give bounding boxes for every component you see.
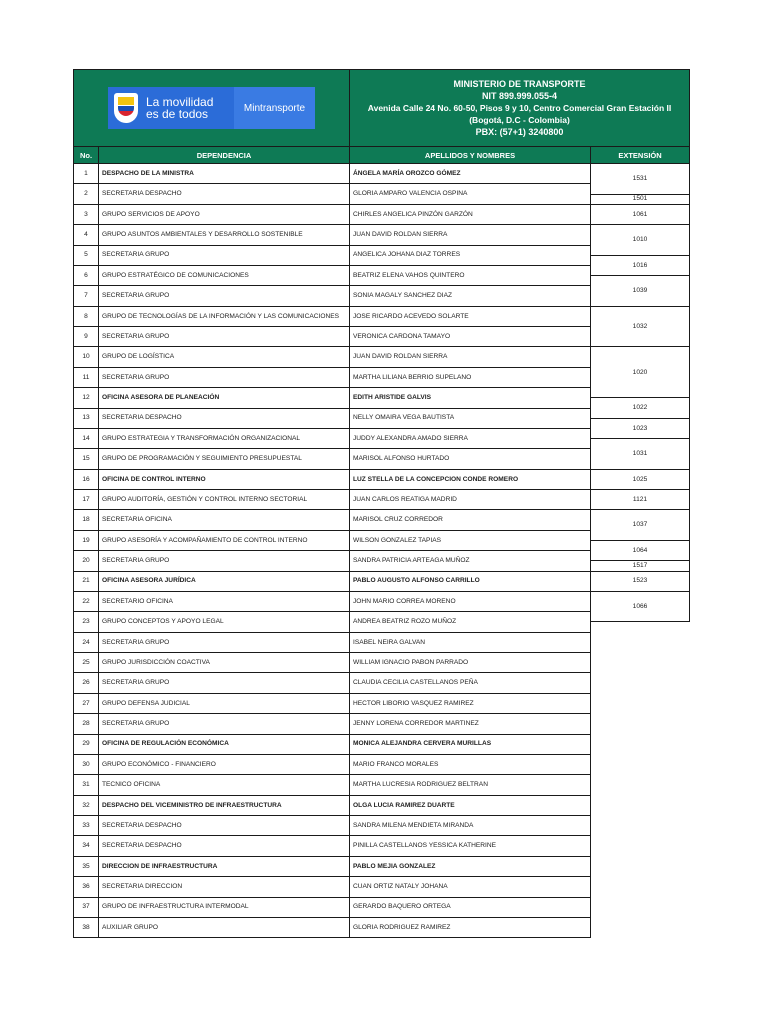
row-nombre: LUZ STELLA DE LA CONCEPCION CONDE ROMERO xyxy=(350,469,591,489)
row-number: 30 xyxy=(74,754,99,774)
row-number: 24 xyxy=(74,632,99,652)
row-number: 17 xyxy=(74,490,99,510)
table-row xyxy=(74,917,690,927)
row-extension: 1020 xyxy=(591,347,690,398)
ministry-info xyxy=(350,70,690,147)
row-extension: 1039 xyxy=(591,276,690,307)
table-row xyxy=(74,754,690,764)
row-nombre: BEATRIZ ELENA VAHOS QUINTERO xyxy=(350,265,591,285)
table-row xyxy=(74,653,690,663)
col-no-header: No. xyxy=(74,147,99,164)
row-extension: 1037 xyxy=(591,510,690,541)
row-nombre: SANDRA PATRICIA ARTEAGA MUÑOZ xyxy=(350,551,591,571)
row-nombre: JUDDY ALEXANDRA AMADO SIERRA xyxy=(350,428,591,448)
table-row xyxy=(74,591,690,601)
row-extension: 1523 xyxy=(591,571,690,591)
row-number: 38 xyxy=(74,917,99,937)
row-number: 16 xyxy=(74,469,99,489)
row-number: 13 xyxy=(74,408,99,428)
row-number: 2 xyxy=(74,184,99,204)
row-dependencia: GRUPO DE INFRAESTRUCTURA INTERMODAL xyxy=(99,897,350,917)
row-dependencia: GRUPO DE LOGÍSTICA xyxy=(99,347,350,367)
col-dependencia-header: DEPENDENCIA xyxy=(99,147,350,164)
row-nombre: HECTOR LIBORIO VASQUEZ RAMIREZ xyxy=(350,693,591,713)
row-number: 34 xyxy=(74,836,99,856)
row-dependencia: SECRETARIA GRUPO xyxy=(99,551,350,571)
row-nombre: GLORIA RODRIGUEZ RAMIREZ xyxy=(350,917,591,937)
row-dependencia: GRUPO ECONÓMICO - FINANCIERO xyxy=(99,754,350,774)
row-dependencia: SECRETARIA GRUPO xyxy=(99,367,350,387)
row-nombre: SONIA MAGALY SANCHEZ DIAZ xyxy=(350,286,591,306)
row-extension: 1501 xyxy=(591,194,690,204)
row-extension: 1531 xyxy=(591,164,690,195)
row-nombre: PABLO MEJIA GONZALEZ xyxy=(350,856,591,876)
row-number: 12 xyxy=(74,388,99,408)
table-row xyxy=(74,775,690,785)
table-row xyxy=(74,469,690,479)
row-extension: 1064 xyxy=(591,540,690,560)
row-nombre: EDITH ARISTIDE GALVIS xyxy=(350,388,591,408)
row-number: 15 xyxy=(74,449,99,469)
table-row xyxy=(74,632,690,642)
row-dependencia: GRUPO ESTRATEGIA Y TRANSFORMACIÓN ORGANIZACIONAL xyxy=(99,428,350,448)
table-row xyxy=(74,816,690,826)
row-number: 5 xyxy=(74,245,99,265)
logo-slogan-line1: La movilidad xyxy=(146,95,214,109)
row-extension: 1032 xyxy=(591,306,690,347)
row-nombre: ANGELICA JOHANA DIAZ TORRES xyxy=(350,245,591,265)
row-nombre: CUAN ORTIZ NATALY JOHANA xyxy=(350,877,591,897)
table-row xyxy=(74,836,690,846)
row-dependencia: OFICINA DE CONTROL INTERNO xyxy=(99,469,350,489)
ministry-address: Avenida Calle 24 No. 60-50, Pisos 9 y 10, Centro Comercial Gran Estación II (Bogotá, D.C - Colombia) xyxy=(367,103,672,125)
row-dependencia: GRUPO CONCEPTOS Y APOYO LEGAL xyxy=(99,612,350,632)
row-number: 29 xyxy=(74,734,99,754)
header-row xyxy=(74,70,690,147)
table-row xyxy=(74,490,690,500)
row-nombre: GLORIA AMPARO VALENCIA OSPINA xyxy=(350,184,591,204)
row-dependencia: GRUPO SERVICIOS DE APOYO xyxy=(99,204,350,224)
row-dependencia: SECRETARIA DESPACHO xyxy=(99,408,350,428)
row-dependencia: DESPACHO DE LA MINISTRA xyxy=(99,164,350,184)
row-dependencia: DIRECCION DE INFRAESTRUCTURA xyxy=(99,856,350,876)
row-dependencia: SECRETARIA DESPACHO xyxy=(99,836,350,856)
table-row xyxy=(74,897,690,907)
row-nombre: GERARDO BAQUERO ORTEGA xyxy=(350,897,591,917)
row-nombre: PABLO AUGUSTO ALFONSO CARRILLO xyxy=(350,571,591,591)
row-dependencia: GRUPO DE TECNOLOGÍAS DE LA INFORMACIÓN Y LAS COMUNICACIONES xyxy=(99,306,350,326)
row-extension: 1061 xyxy=(591,204,690,224)
row-nombre: ISABEL NEIRA GALVAN xyxy=(350,632,591,652)
row-dependencia: SECRETARIO OFICINA xyxy=(99,591,350,611)
logo-brand: Mintransporte xyxy=(234,87,315,129)
logo-cell xyxy=(74,70,350,147)
row-number: 4 xyxy=(74,225,99,245)
row-number: 3 xyxy=(74,204,99,224)
row-nombre: CLAUDIA CECILIA CASTELLANOS PEÑA xyxy=(350,673,591,693)
table-row xyxy=(74,693,690,703)
row-dependencia: SECRETARIA DESPACHO xyxy=(99,184,350,204)
row-dependencia: OFICINA ASESORA DE PLANEACIÓN xyxy=(99,388,350,408)
row-dependencia: SECRETARIA OFICINA xyxy=(99,510,350,530)
row-dependencia: GRUPO ASUNTOS AMBIENTALES Y DESARROLLO SOSTENIBLE xyxy=(99,225,350,245)
row-nombre: WILSON GONZALEZ TAPIAS xyxy=(350,530,591,550)
row-nombre: MARISOL ALFONSO HURTADO xyxy=(350,449,591,469)
row-dependencia: SECRETARIA GRUPO xyxy=(99,632,350,652)
row-number: 23 xyxy=(74,612,99,632)
logo-slogan-line2: es de todos xyxy=(146,107,209,121)
row-dependencia: GRUPO ESTRATÉGICO DE COMUNICACIONES xyxy=(99,265,350,285)
table-row xyxy=(74,673,690,683)
table-row xyxy=(74,795,690,805)
row-extension: 1025 xyxy=(591,469,690,489)
table-row xyxy=(74,204,690,214)
row-number: 32 xyxy=(74,795,99,815)
row-number: 14 xyxy=(74,428,99,448)
coat-of-arms-icon xyxy=(114,93,138,123)
row-nombre: JOSE RICARDO ACEVEDO SOLARTE xyxy=(350,306,591,326)
row-number: 25 xyxy=(74,653,99,673)
row-dependencia: SECRETARIA GRUPO xyxy=(99,714,350,734)
row-dependencia: OFICINA DE REGULACIÓN ECONÓMICA xyxy=(99,734,350,754)
row-dependencia: GRUPO DE PROGRAMACIÓN Y SEGUIMIENTO PRESUPUESTAL xyxy=(99,449,350,469)
directory-table xyxy=(73,69,690,938)
table-row xyxy=(74,856,690,866)
row-extension: 1031 xyxy=(591,439,690,470)
row-number: 7 xyxy=(74,286,99,306)
row-nombre: JUAN CARLOS REATIGA MADRID xyxy=(350,490,591,510)
row-nombre: JUAN DAVID ROLDAN SIERRA xyxy=(350,225,591,245)
table-row xyxy=(74,347,690,357)
row-number: 20 xyxy=(74,551,99,571)
row-number: 10 xyxy=(74,347,99,367)
row-extension: 1066 xyxy=(591,591,690,622)
col-nombres-header: APELLIDOS Y NOMBRES xyxy=(350,147,591,164)
ministry-pbx: PBX: (57+1) 3240800 xyxy=(475,127,564,137)
row-nombre: WILLIAM IGNACIO PABON PARRADO xyxy=(350,653,591,673)
directory-body xyxy=(74,164,690,938)
row-extension: 1121 xyxy=(591,490,690,510)
table-row xyxy=(74,306,690,316)
row-nombre: VERONICA CARDONA TAMAYO xyxy=(350,327,591,347)
row-number: 28 xyxy=(74,714,99,734)
row-dependencia: SECRETARIA GRUPO xyxy=(99,286,350,306)
row-dependencia: SECRETARIA GRUPO xyxy=(99,327,350,347)
table-row xyxy=(74,714,690,724)
row-dependencia: OFICINA ASESORA JURÍDICA xyxy=(99,571,350,591)
row-dependencia: GRUPO JURISDICCIÓN COACTIVA xyxy=(99,653,350,673)
row-nombre: JENNY LORENA CORREDOR MARTINEZ xyxy=(350,714,591,734)
row-dependencia: GRUPO DEFENSA JUDICIAL xyxy=(99,693,350,713)
table-row xyxy=(74,734,690,744)
row-nombre: JUAN DAVID ROLDAN SIERRA xyxy=(350,347,591,367)
row-extension: 1517 xyxy=(591,561,690,571)
row-number: 21 xyxy=(74,571,99,591)
row-nombre: PINILLA CASTELLANOS YESSICA KATHERINE xyxy=(350,836,591,856)
row-number: 33 xyxy=(74,816,99,836)
row-number: 36 xyxy=(74,877,99,897)
row-nombre: MONICA ALEJANDRA CERVERA MURILLAS xyxy=(350,734,591,754)
row-dependencia: SECRETARIA GRUPO xyxy=(99,245,350,265)
row-nombre: MARTHA LILIANA BERRIO SUPELANO xyxy=(350,367,591,387)
row-number: 31 xyxy=(74,775,99,795)
row-number: 18 xyxy=(74,510,99,530)
row-dependencia: SECRETARIA GRUPO xyxy=(99,673,350,693)
row-nombre: MARIO FRANCO MORALES xyxy=(350,754,591,774)
table-row xyxy=(74,510,690,520)
row-number: 9 xyxy=(74,327,99,347)
row-nombre: SANDRA MILENA MENDIETA MIRANDA xyxy=(350,816,591,836)
row-number: 1 xyxy=(74,164,99,184)
row-nombre: ÁNGELA MARÍA OROZCO GÓMEZ xyxy=(350,164,591,184)
row-number: 11 xyxy=(74,367,99,387)
row-dependencia: TECNICO OFICINA xyxy=(99,775,350,795)
col-extension-header: EXTENSIÓN xyxy=(591,147,690,164)
row-extension: 1023 xyxy=(591,418,690,438)
row-number: 35 xyxy=(74,856,99,876)
table-row xyxy=(74,877,690,887)
row-nombre: ANDREA BEATRIZ ROZO MUÑOZ xyxy=(350,612,591,632)
row-number: 8 xyxy=(74,306,99,326)
row-dependencia: DESPACHO DEL VICEMINISTRO DE INFRAESTRUCTURA xyxy=(99,795,350,815)
row-number: 27 xyxy=(74,693,99,713)
row-number: 22 xyxy=(74,591,99,611)
table-row xyxy=(74,225,690,235)
row-nombre: MARTHA LUCRESIA RODRIGUEZ BELTRAN xyxy=(350,775,591,795)
row-number: 19 xyxy=(74,530,99,550)
table-row xyxy=(74,164,690,174)
row-nombre: NELLY OMAIRA VEGA BAUTISTA xyxy=(350,408,591,428)
ministry-nit: NIT 899.999.055-4 xyxy=(481,91,558,101)
row-extension: 1022 xyxy=(591,398,690,418)
row-number: 37 xyxy=(74,897,99,917)
row-extension: 1010 xyxy=(591,225,690,256)
row-dependencia: GRUPO AUDITORÍA, GESTIÓN Y CONTROL INTERNO SECTORIAL xyxy=(99,490,350,510)
row-dependencia: SECRETARIA DIRECCION xyxy=(99,877,350,897)
row-extension: 1016 xyxy=(591,255,690,275)
row-nombre: CHIRLES ANGELICA PINZÓN GARZÓN xyxy=(350,204,591,224)
row-nombre: MARISOL CRUZ CORREDOR xyxy=(350,510,591,530)
table-row xyxy=(74,571,690,581)
row-dependencia: GRUPO ASESORÍA Y ACOMPAÑAMIENTO DE CONTROL INTERNO xyxy=(99,530,350,550)
row-number: 6 xyxy=(74,265,99,285)
row-nombre: OLGA LUCIA RAMIREZ DUARTE xyxy=(350,795,591,815)
row-dependencia: SECRETARIA DESPACHO xyxy=(99,816,350,836)
column-header-row xyxy=(74,147,690,164)
row-dependencia: AUXILIAR GRUPO xyxy=(99,917,350,937)
mintransporte-logo xyxy=(108,87,315,129)
ministry-name: MINISTERIO DE TRANSPORTE xyxy=(453,79,586,89)
row-nombre: JOHN MARIO CORREA MORENO xyxy=(350,591,591,611)
row-number: 26 xyxy=(74,673,99,693)
